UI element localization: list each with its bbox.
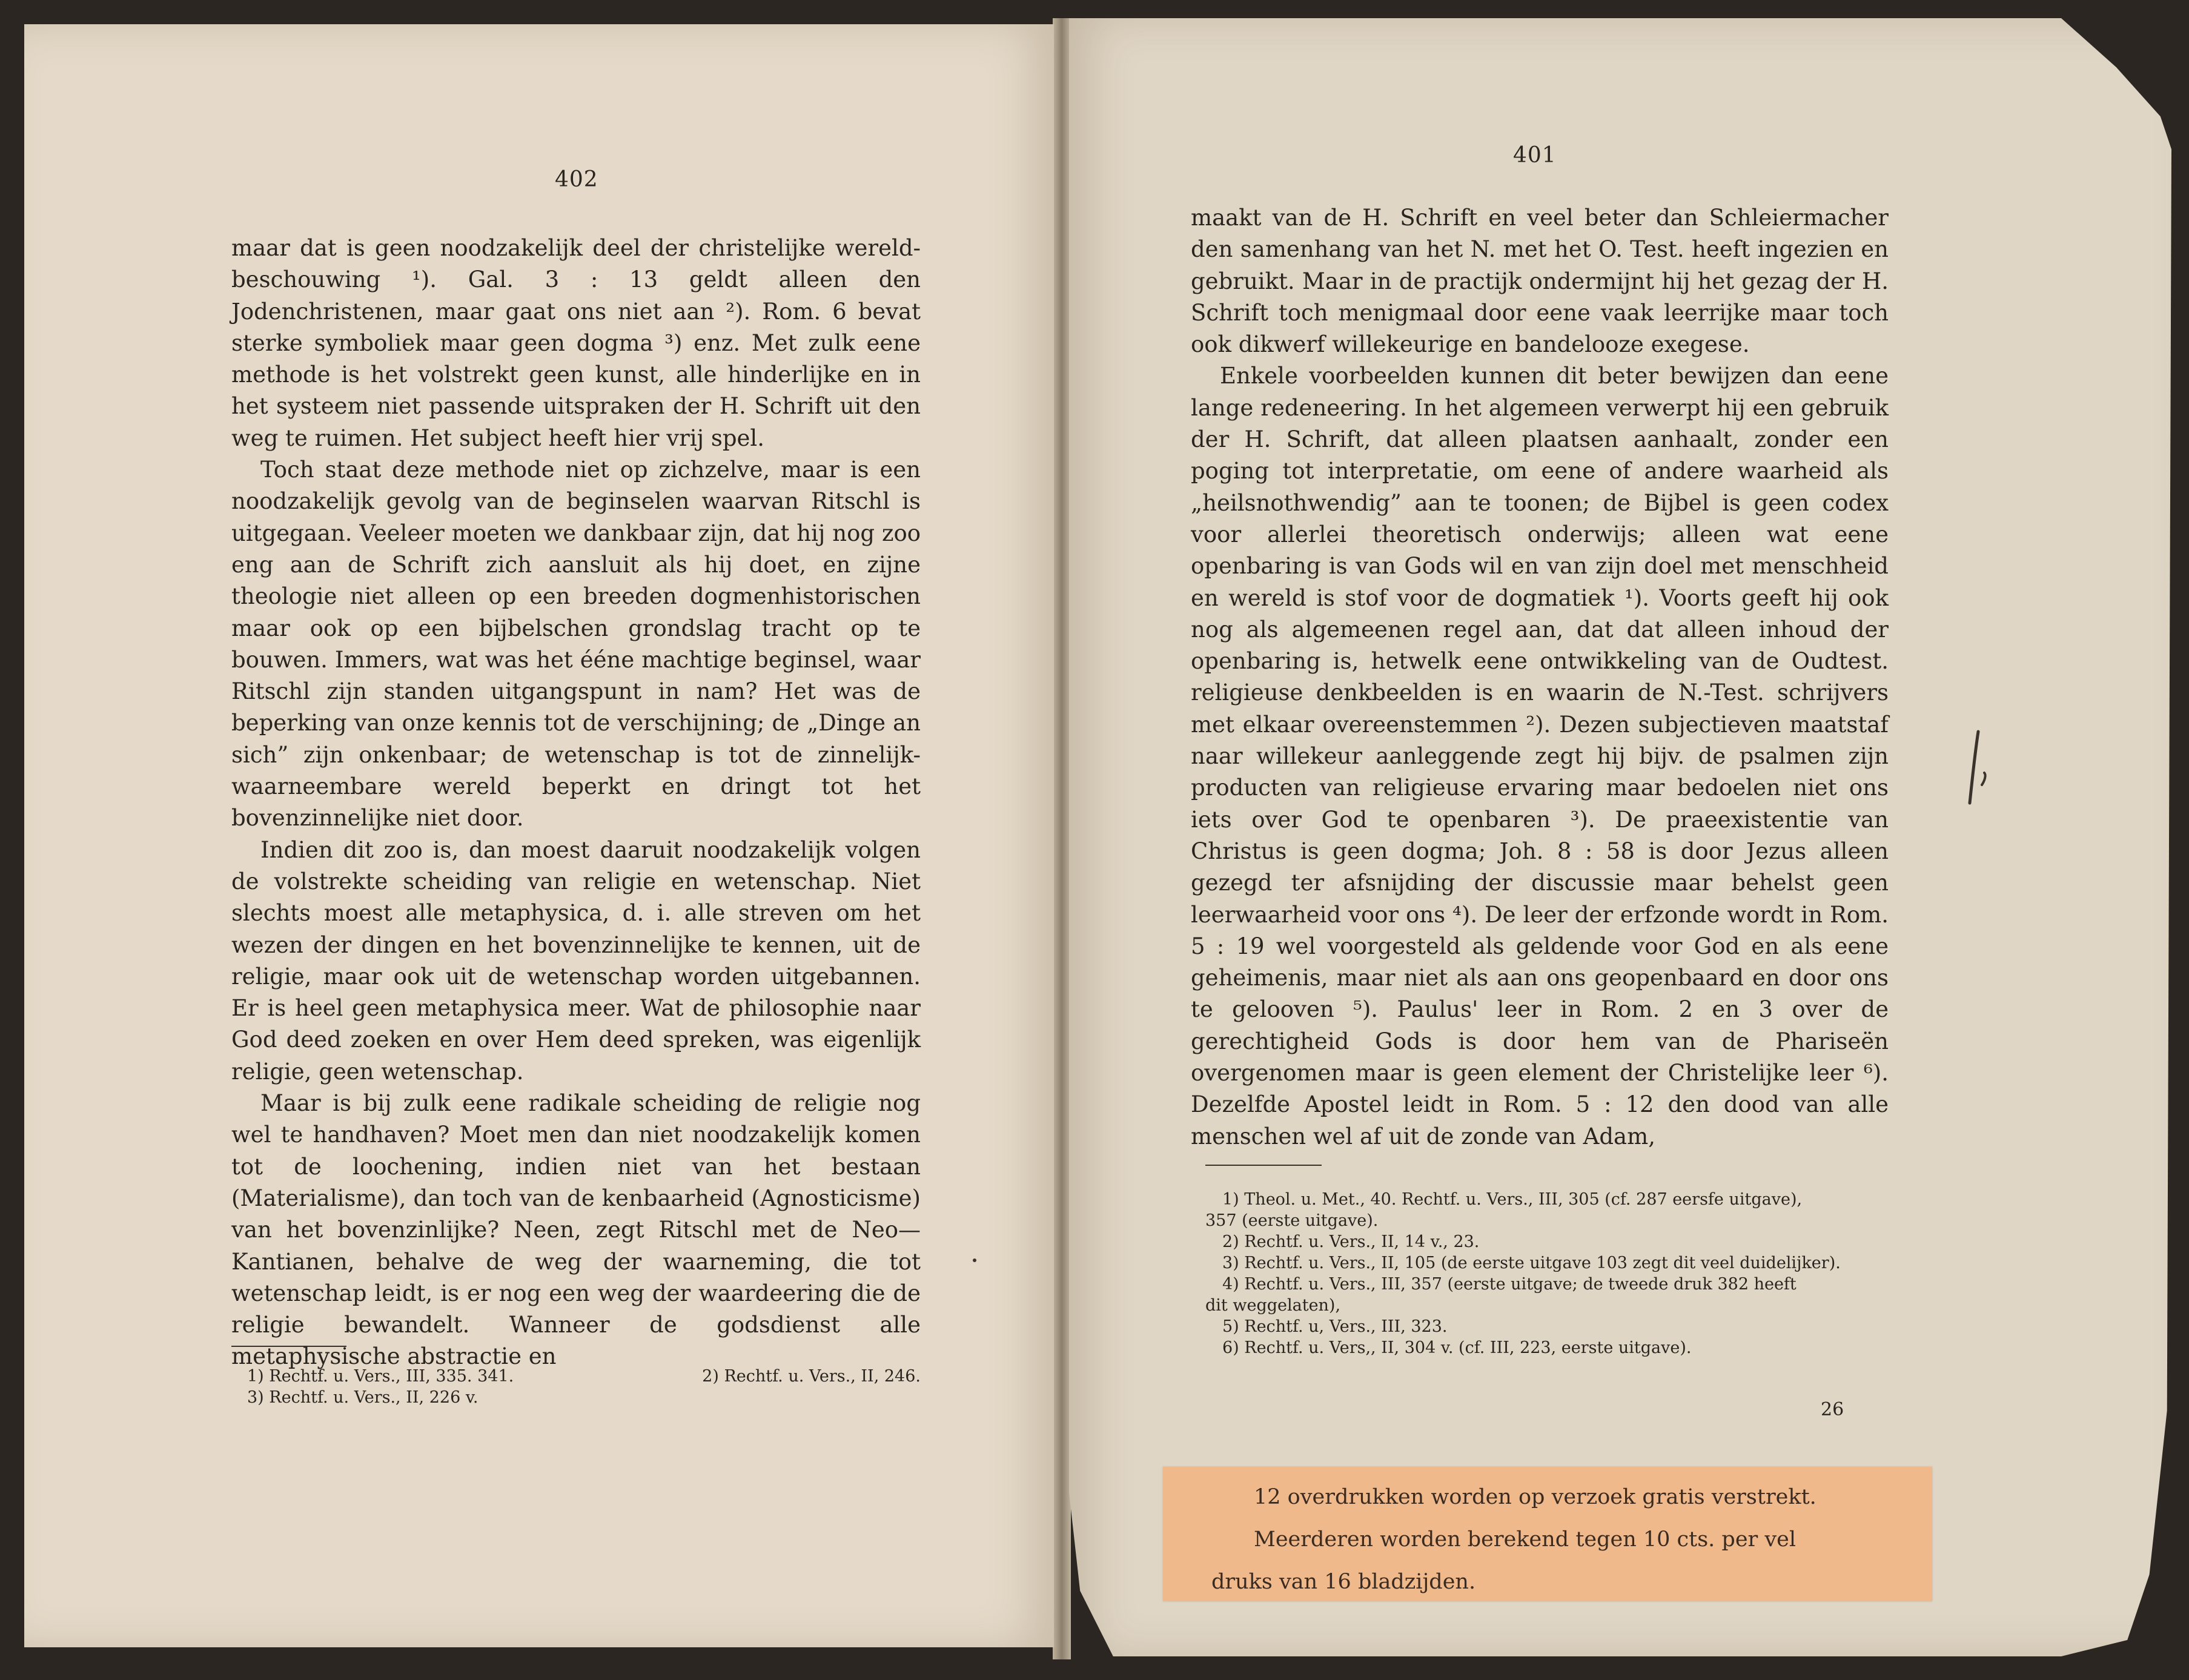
notice-line: Meerderen worden berekend tegen 10 cts. per vel bbox=[1254, 1527, 1797, 1552]
right-footnotes bbox=[1205, 1189, 1896, 1358]
paragraph: maar dat is geen noodzakelijk deel der christelijke wereld-beschouwing ¹). Gal. 3 : 13 geldt alleen den Jodenchristenen, maar gaat ons niet aan ²). Rom. 6 bevat sterke symboliek maar geen dogma ³) enz. Met zulk eene methode is het volstrekt geen kunst, alle hinderlijke en in het systeem niet passende uitspraken der H. Schrift uit den weg te ruimen. Het subject heeft hier vrij spel. bbox=[231, 235, 921, 451]
footnote: 3) Rechtf. u. Vers., II, 226 v. bbox=[247, 1388, 479, 1407]
book-spine bbox=[1053, 18, 1071, 1659]
footnote-separator bbox=[231, 1346, 346, 1347]
left-page-number: 402 bbox=[555, 167, 598, 192]
notice-line: druks van 16 bladzijden. bbox=[1211, 1570, 1476, 1594]
paragraph: Maar is bij zulk eene radikale scheiding de religie nog wel te handhaven? Moet men dan niet noodzakelijk komen tot de loochening, indien niet van het bestaan (Materialisme), dan toch van de kenbaarheid (Agnosticisme) van het bovenzinlijke? Neen, zegt Ritschl met de Neo—Kantianen, behalve de weg der waarneming, die tot wetenschap leidt, is er nog een weg der waardeering die de religie bewandelt. Wanneer de godsdienst alle metaphysische abstractie en bbox=[231, 1090, 921, 1370]
footnote: 3) Rechtf. u. Vers., II, 105 (de eerste uitgave 103 zegt dit veel duidelijker). bbox=[1222, 1254, 1841, 1272]
paragraph: maakt van de H. Schrift en veel beter dan Schleiermacher den samenhang van het N. met het O. Test. heeft ingezien en gebruikt. Maar in de practijk ondermijnt hij het gezag der H. Schrift toch menigmaal door eene vaak leerrijke maar toch ook dikwerf willekeurige en bandelooze exegese. bbox=[1191, 205, 1889, 358]
paragraph: Indien dit zoo is, dan moest daaruit noodzakelijk volgen de volstrekte scheiding van religie en wetenschap. Niet slechts moest alle metaphysica, d. i. alle streven om het wezen der dingen en het bovenzinnelijke te kennen, uit de religie, maar ook uit de wetenschap worden uitgebannen. Er is heel geen metaphysica meer. Wat de philosophie naar God deed zoeken en over Hem deed spreken, was eigenlijk religie, geen wetenschap. bbox=[231, 836, 921, 1085]
paragraph: Enkele voorbeelden kunnen dit beter bewijzen dan eene lange redeneering. In het algemeen verwerpt hij een gebruik der H. Schrift, dat alleen plaatsen aanhaalt, zonder een poging tot interpretatie, om eene of andere waarheid als „heilsnothwendig” aan te toonen; de Bijbel is geen codex voor allerlei theoretisch onderwijs; alleen wat eene openbaring is van Gods wil en van zijn doel met menschheid en wereld is stof voor de dogmatiek ¹). Voorts geeft hij ook nog als algemeenen regel aan, dat dat alleen inhoud der openbaring is, hetwelk eene ontwikkeling van de Oudtest. religieuse denkbeelden is en waarin de N.-Test. schrijvers met elkaar overeenstemmen ²). Dezen subjectieven maatstaf naar willekeur aanleggende zegt hij bijv. de psalmen zijn producten van religieuse ervaring maar bedoelen niet ons iets over God te openbaren ³). De praeexistentie van Christus is geen dogma; Joh. 8 : 58 is door Jezus alleen gezegd ter afsnijding der discussie maar behelst geen leerwaarheid voor ons ⁴). De leer der erfzonde wordt in Rom. 5 : 19 wel voorgesteld als geldende voor God en als eene geheimenis, maar niet als aan ons geopenbaard en door ons te gelooven ⁵). Paulus' leer in Rom. 2 en 3 over de gerechtigheid Gods is door hem van de Phariseën overgenomen maar is geen element der Christelijke leer ⁶). Dezelfde Apostel leidt in Rom. 5 : 12 den dood van alle menschen wel af uit de zonde van Adam, bbox=[1191, 363, 1889, 1149]
footnote: 2) Rechtf. u. Vers., II, 14 v., 23. bbox=[1222, 1232, 1480, 1251]
footnote: 357 (eerste uitgave). bbox=[1205, 1211, 1379, 1230]
footnote-separator bbox=[1205, 1165, 1322, 1166]
footnote: 1) Theol. u. Met., 40. Rechtf. u. Vers., III, 305 (cf. 287 eersfe uitgave), bbox=[1222, 1190, 1803, 1209]
footnote: dit weggelaten), bbox=[1205, 1296, 1341, 1315]
right-page-number: 401 bbox=[1513, 143, 1557, 168]
right-page-body bbox=[1191, 202, 1889, 1153]
left-footnotes bbox=[247, 1366, 921, 1408]
footnote: 2) Rechtf. u. Vers., II, 246. bbox=[702, 1367, 921, 1386]
left-page-body bbox=[231, 233, 921, 1373]
paragraph: Toch staat deze methode niet op zichzelve, maar is een noodzakelijk gevolg van de beginselen waarvan Ritschl is uitgegaan. Veeleer moeten we dankbaar zijn, dat hij nog zoo eng aan de Schrift zich aansluit als hij doet, en zijne theologie niet alleen op een breeden dogmenhistorischen maar ook op een bijbelschen grondslag tracht op te bouwen. Immers, wat was het ééne machtige beginsel, waar Ritschl zijn standen uitgangspunt in nam? Het was de beperking van onze kennis tot de verschijning; de „Dinge an sich” zijn onkenbaar; de wetenschap is tot de zinnelijk-waarneembare wereld beperkt en dringt tot het bovenzinnelijke niet door. bbox=[231, 457, 921, 832]
footnote: 4) Rechtf. u. Vers., III, 357 (eerste uitgave; de tweede druk 382 heeft bbox=[1222, 1275, 1797, 1294]
ink-speck bbox=[973, 1258, 976, 1262]
notice-line: 12 overdrukken worden op verzoek gratis verstrekt. bbox=[1254, 1485, 1816, 1509]
footnote: 6) Rechtf. u. Vers,, II, 304 v. (cf. III, 223, eerste uitgave). bbox=[1222, 1338, 1692, 1357]
footnote: 5) Rechtf. u, Vers., III, 323. bbox=[1222, 1317, 1448, 1336]
signature-number: 26 bbox=[1821, 1399, 1844, 1420]
offprint-notice-slip bbox=[1163, 1467, 1932, 1601]
footnote: 1) Rechtf. u. Vers., III, 335. 341. bbox=[247, 1367, 514, 1386]
pencil-mark-icon bbox=[1961, 726, 1998, 810]
